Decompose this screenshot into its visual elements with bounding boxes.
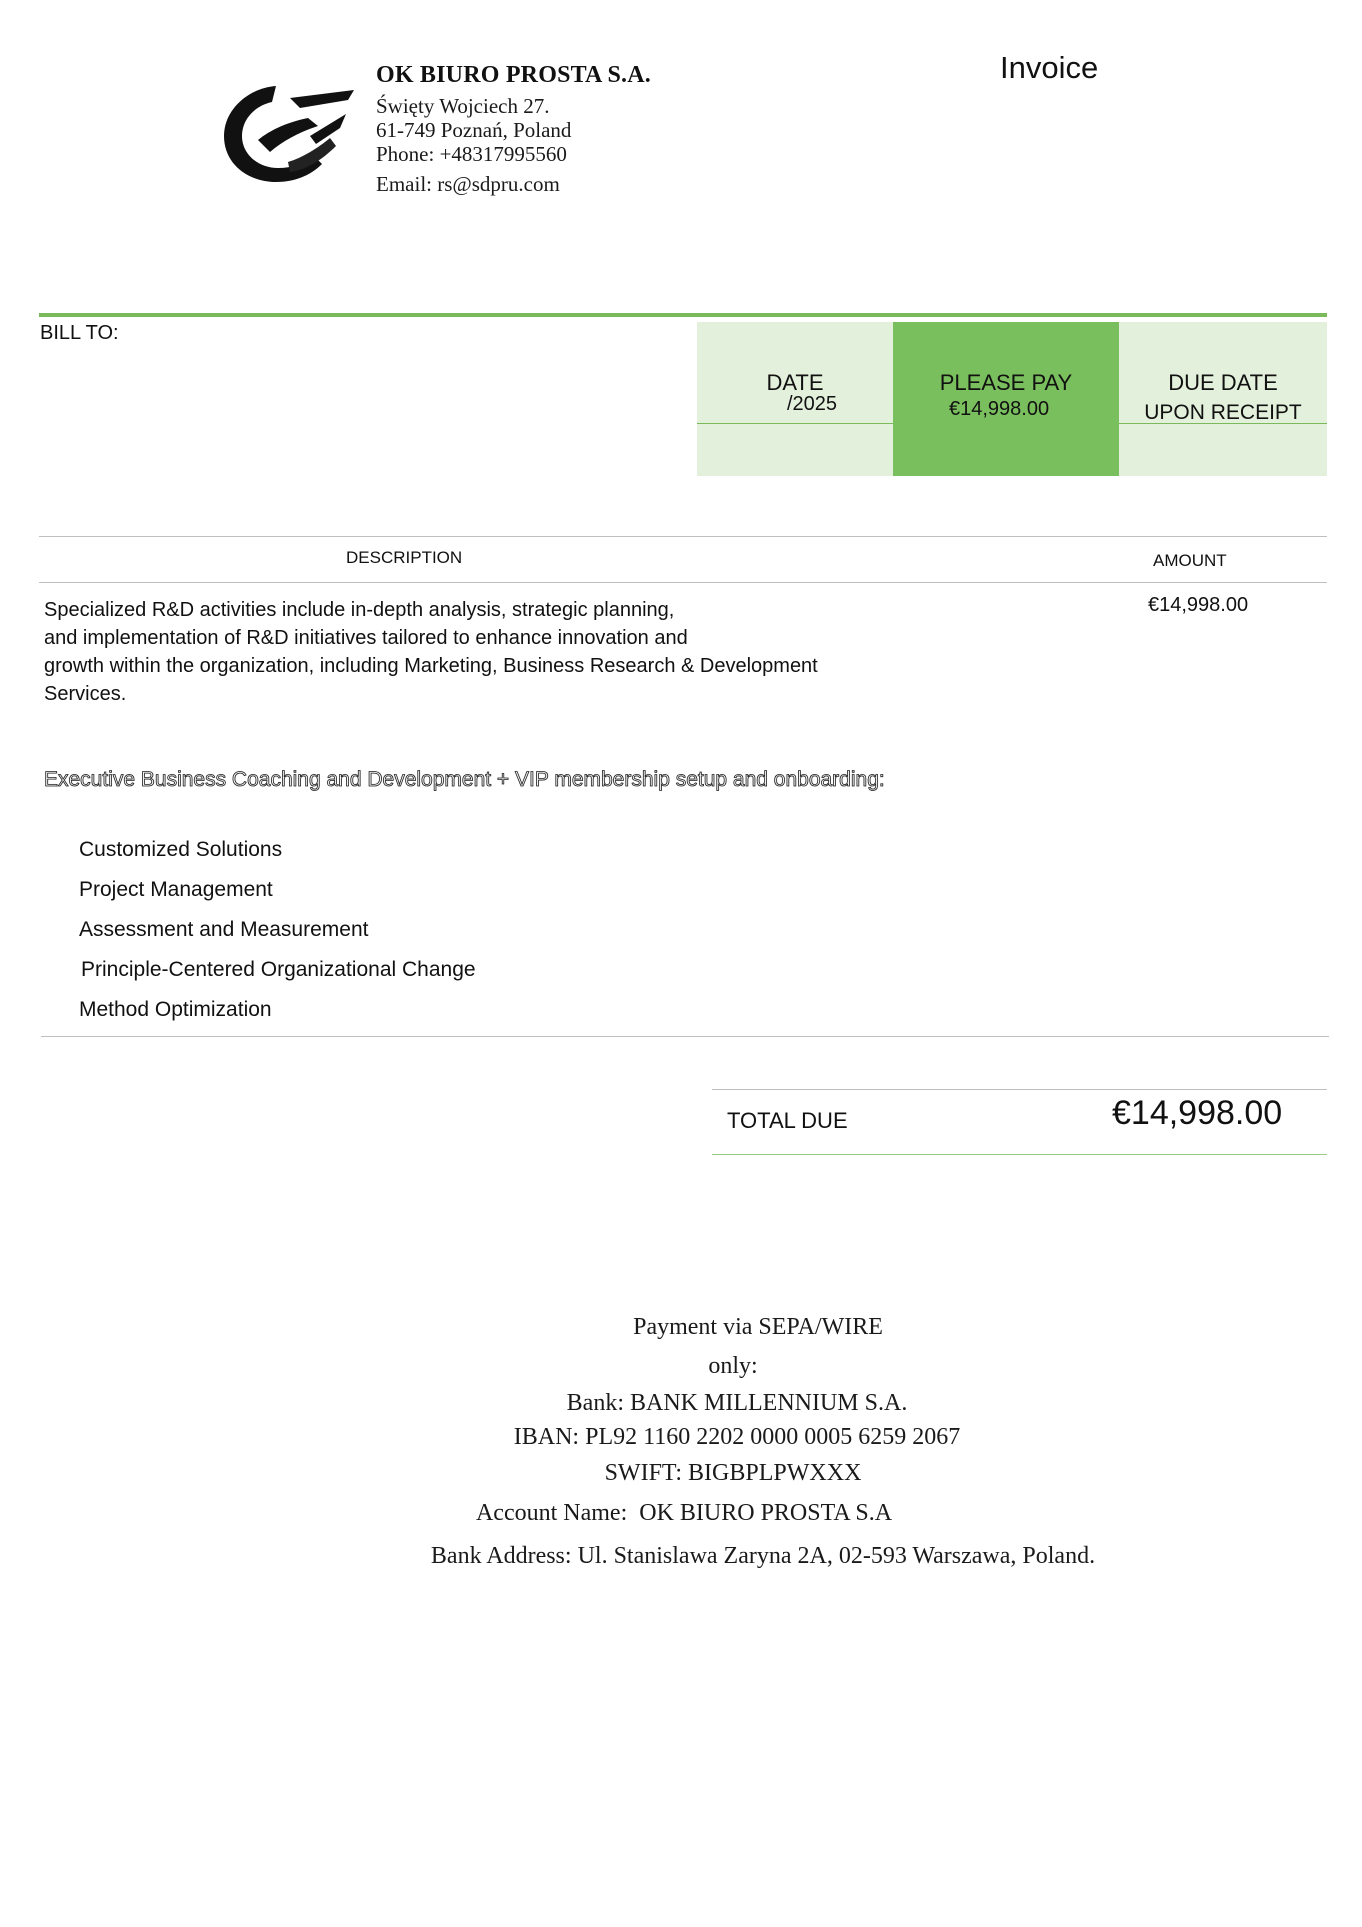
description-line: growth within the organization, including Marketing, Business Research & Development (44, 655, 818, 677)
brush-stroke-logo-icon (218, 78, 358, 188)
service-item: Customized Solutions (79, 838, 283, 861)
due-date-box (1119, 322, 1327, 476)
please-pay-label: PLEASE PAY (939, 370, 1073, 395)
date-value: /2025 (787, 393, 838, 415)
total-due-label: TOTAL DUE (727, 1108, 848, 1133)
description-header: DESCRIPTION (346, 548, 463, 567)
payment-method-only: only: (708, 1353, 758, 1379)
service-item: Project Management (79, 878, 273, 901)
company-address-line1: Święty Wojciech 27. (376, 94, 550, 118)
service-item: Assessment and Measurement (79, 918, 369, 941)
line-item-description (44, 596, 924, 708)
company-name: OK BIURO PROSTA S.A. (376, 62, 651, 88)
swift-code: SWIFT: BIGBPLPWXXX (604, 1460, 862, 1486)
date-label: DATE (766, 370, 824, 395)
total-due-value: €14,998.00 (1112, 1094, 1283, 1132)
bank-address: Bank Address: Ul. Stanislawa Zaryna 2A, 02-593 Warszawa, Poland. (430, 1543, 1096, 1569)
please-pay-amount: €14,998.00 (949, 398, 1050, 420)
iban: IBAN: PL92 1160 2202 0000 0005 6259 2067 (513, 1424, 961, 1450)
amount-header: AMOUNT (1153, 551, 1227, 570)
company-logo (218, 78, 358, 188)
header-divider (39, 313, 1327, 317)
invoice-title: Invoice (1000, 50, 1099, 85)
description-line: Services. (44, 683, 127, 705)
please-pay-box (893, 322, 1119, 476)
bill-to-label: BILL TO: (40, 322, 119, 344)
table-header-rule (39, 582, 1327, 583)
company-email: Email: rs@sdpru.com (376, 172, 560, 196)
account-name: Account Name: OK BIURO PROSTA S.A (475, 1500, 893, 1526)
executive-coaching-heading: Executive Business Coaching and Development + VIP membership setup and onboarding: (44, 768, 885, 791)
due-date-value: UPON RECEIPT (1144, 401, 1302, 424)
date-box (697, 322, 893, 476)
service-item: Method Optimization (79, 998, 272, 1021)
description-line: and implementation of R&D initiatives tailored to enhance innovation and (44, 627, 688, 649)
line-item-amount: €14,998.00 (1148, 594, 1249, 616)
table-top-rule (39, 536, 1327, 537)
payment-method-line: Payment via SEPA/WIRE (633, 1314, 883, 1340)
date-box-divider (697, 423, 893, 424)
total-top-rule (712, 1089, 1327, 1090)
due-date-label: DUE DATE (1168, 370, 1278, 395)
service-item: Principle-Centered Organizational Change (81, 958, 476, 981)
total-bottom-rule (712, 1154, 1327, 1155)
company-phone: Phone: +48317995560 (376, 142, 567, 166)
description-line: Specialized R&D activities include in-depth analysis, strategic planning, (44, 599, 675, 621)
table-bottom-rule (41, 1036, 1329, 1037)
bank-name: Bank: BANK MILLENNIUM S.A. (566, 1390, 908, 1416)
company-address-line2: 61-749 Poznań, Poland (376, 118, 572, 142)
